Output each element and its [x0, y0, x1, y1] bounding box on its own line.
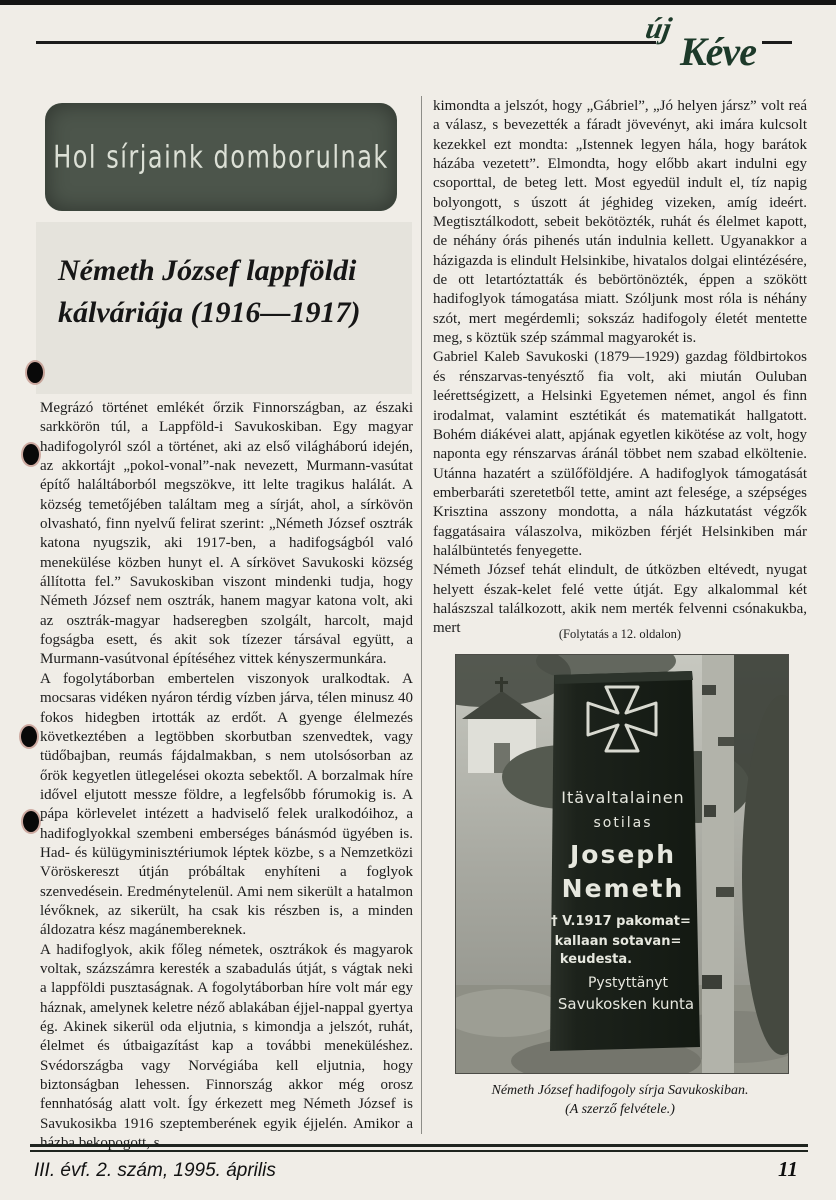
- binding-hole-artifact: [21, 726, 37, 747]
- birch-trunk: [702, 655, 734, 1073]
- stone-inscription-line: Nemeth: [561, 874, 685, 903]
- paragraph: A hadifoglyok, akik főleg németek, osztrákok és magyarok voltak, százszámra keresték a szabadulás útját, s vágtak neki a lappföldi pusztaságnak. A fogolytáborban híre volt már egy háznak, amelynek keletre néző ablakában éjjel-nappal gyertya ég. Akinek sikerül oda eljutnia, s kimondja a jelszót, ruhát, élelmet és útbaigazítást kap a további meneküléshez. Svédországba vagy Norvégiába kell eljutnia, hogy biztonságban lehessen. Finnország akkor még orosz fennhatóság alatt volt. Így érkezett meg Németh József is Savukosikba 1916 szeptemberének egyik éjjelén. Amikor a házba bekopogott, s: [40, 941, 413, 1152]
- footer-issue-line: III. évf. 2. szám, 1995. április: [34, 1160, 276, 1181]
- stone-inscription-line: Pystyttänyt: [587, 975, 669, 991]
- paragraph: Megrázó történet emlékét őrzik Finnországban, az északi sarkkörön túl, a Lappföld-i Savukoskiban. Egy magyar hadifogolyról szól a történet, aki az első világháború idején, az akkortájt „pokol-vonal”-nak nevezett, Murmann-vasútat építő haláltáborból megszökve, itt lelte tragikus halálát. A község temetőjében találtam meg a sírját, ahol, a sírkövön olvasható, finn nyelvű felirat szerint: „Németh József osztrák katona nyugszik, aki 1917-ben, a hadifogságból való menekülése közben hunyt el. A sírkövet Savukoski község állította fel.” Savukoskiban viszont mindenki tudja, hogy Németh József nem osztrák, hanem magyar katona volt, aki az osztrák-magyar hadseregben szolgált, harcolt, majd fogságba esett, és akit sok tízezer társával együtt, a Murmann-vasútvonal építéséhez vittek kényszermunkára.: [40, 400, 413, 668]
- binding-hole-artifact: [23, 444, 39, 465]
- rubric-box: [46, 104, 396, 210]
- paragraph: kimondta a jelszót, hogy „Gábriel”, „Jó helyen jársz” volt reá a válasz, s bevezették a fáradt jövevényt, aki imára kulcsolt kezekkel ezt mondta: „Istennek legyen hála, hogy barátok házába vezetett”. Elmondta, hogy előbb akart indulni egy csoporttal, de beteg lett. Most egyedül indult el, tíz napig bolyongott, s úszott át jéghideg vizeken, amíg ideért. Megtisztálkodott, sebeit bekötözték, ruhát és élelmet kapott, de néhány órás pihenés után indulnia kellett. Ugyanakkor a házigazda is elindult Helsinkibe, hivatalos dolgai elintézésére, de ott letartóztatták és bebörtönözték, éppen a szökött hadifoglyok támogatása miatt. Szóljunk most róla is néhány szót, mert megérdemli; sokszáz hadifogoly életét mentette meg, s köztük szép számmal magyarokét is.: [433, 98, 807, 347]
- magazine-logo: Kéve: [680, 29, 756, 74]
- stone-inscription-line: kallaan sotavan=: [554, 934, 682, 949]
- masthead-rule-end: [762, 41, 792, 44]
- stone-inscription-line: Joseph: [569, 840, 677, 869]
- body-column-right: [433, 97, 807, 639]
- paragraph: A fogolytáborban embertelen viszonyok uralkodtak. A mocsaras vidéken nyáron térdig vízben járva, télen minusz 40 fokos hidegben irtották az erdőt. A gyenge élelmezés következtében a legtöbben skorbutban szenvedtek, vagy tüdőbajban, reumás fájdalmakban, s nem utolsósorban az őrök kegyetlen ütlegelései okozta sebektől. A borzalmak híre idővel eljutott messze földre, a legfelsőbb fórumokig is. A pápa körlevelet intézett a hadviselő felek uralkodóihoz, a hadifoglyokkal szembeni emberséges bánásmód ügyében is. Had- és külügyminisztériumok léptek közbe, s a Nemzetközi Vöröskereszt útján próbáltak enyhíteni a foglyok szenvedésein. Eredménytelenül. Ami nem sikerült a hatalmon lévőknek, az sikerült, ha csak kis részben is, a minden áldozatra kész magánembereknek.: [40, 670, 413, 939]
- continuation-note: (Folytatás a 12. oldalon): [558, 627, 682, 641]
- article-title-line2: kálváriája (1916—1917): [58, 296, 361, 329]
- stone-inscription-line: sotilas: [593, 815, 653, 831]
- photo-caption-line1: Németh József hadifogoly sírja Savukoskiban.: [491, 1083, 749, 1098]
- binding-hole-artifact: [27, 362, 43, 383]
- stone-inscription-line: Savukosken kunta: [557, 995, 695, 1013]
- gravestone-photo: [455, 654, 789, 1074]
- stone-inscription-line: keudesta.: [559, 952, 633, 967]
- photo-caption-line2: (A szerző felvétele.): [565, 1102, 675, 1117]
- footer-rule: [30, 1144, 808, 1152]
- stone-inscription-line: † V.1917 pakomat=: [551, 914, 691, 929]
- stone-inscription-line: Itävaltalainen: [561, 788, 685, 807]
- masthead-rule: [36, 41, 656, 44]
- photo-caption: [433, 1081, 807, 1119]
- paragraph: Gabriel Kaleb Savukoski (1879—1929) gazdag földbirtokos és rénszarvas-tenyésztő fia volt, aki miután Ouluban leérettségizett, a Helsinki Egyetemen német, angol és finn irodalmat, valamint esztétikát és matematikát hallgatott. Bohém diákévei alatt, apjának egyetlen kikötése az volt, hogy naponta egy rénszarvas áránál többet nem szabad elköltenie. Utánna hazatért a szülőföldjére. A hadifoglyok támogatását emberbaráti szeretetből tette, amint azt felesége, a szépséges Krisztina asszony mondotta, a nála házkutatást végzők faggatásaira válaszolva, miközben férjét Helsinkiben már halálbüntetés fenyegette.: [433, 349, 807, 559]
- footer-page-number: 11: [778, 1157, 798, 1181]
- binding-hole-artifact: [23, 811, 39, 832]
- gravestone: [550, 671, 700, 1051]
- photo-illustration: [456, 655, 788, 1073]
- chapel-cross-icon: [500, 677, 503, 692]
- article-title-line1: Németh József lappföldi: [58, 254, 357, 287]
- scan-edge-artifact: [0, 0, 836, 5]
- rubric-label: Hol sírjaink domborulnak: [53, 138, 389, 176]
- article-title: [58, 250, 403, 334]
- paragraph: Németh József tehát elindult, de útközben eltévedt, nyugat helyett észak-kelet felé vette útját. Egy alkalommal két halászszal találkozott, akik nem merték felvenni csónakukba, mert: [433, 562, 807, 637]
- column-divider: [421, 96, 422, 1134]
- body-column-left: [40, 399, 413, 1153]
- magazine-logo-prefix: új: [643, 12, 675, 45]
